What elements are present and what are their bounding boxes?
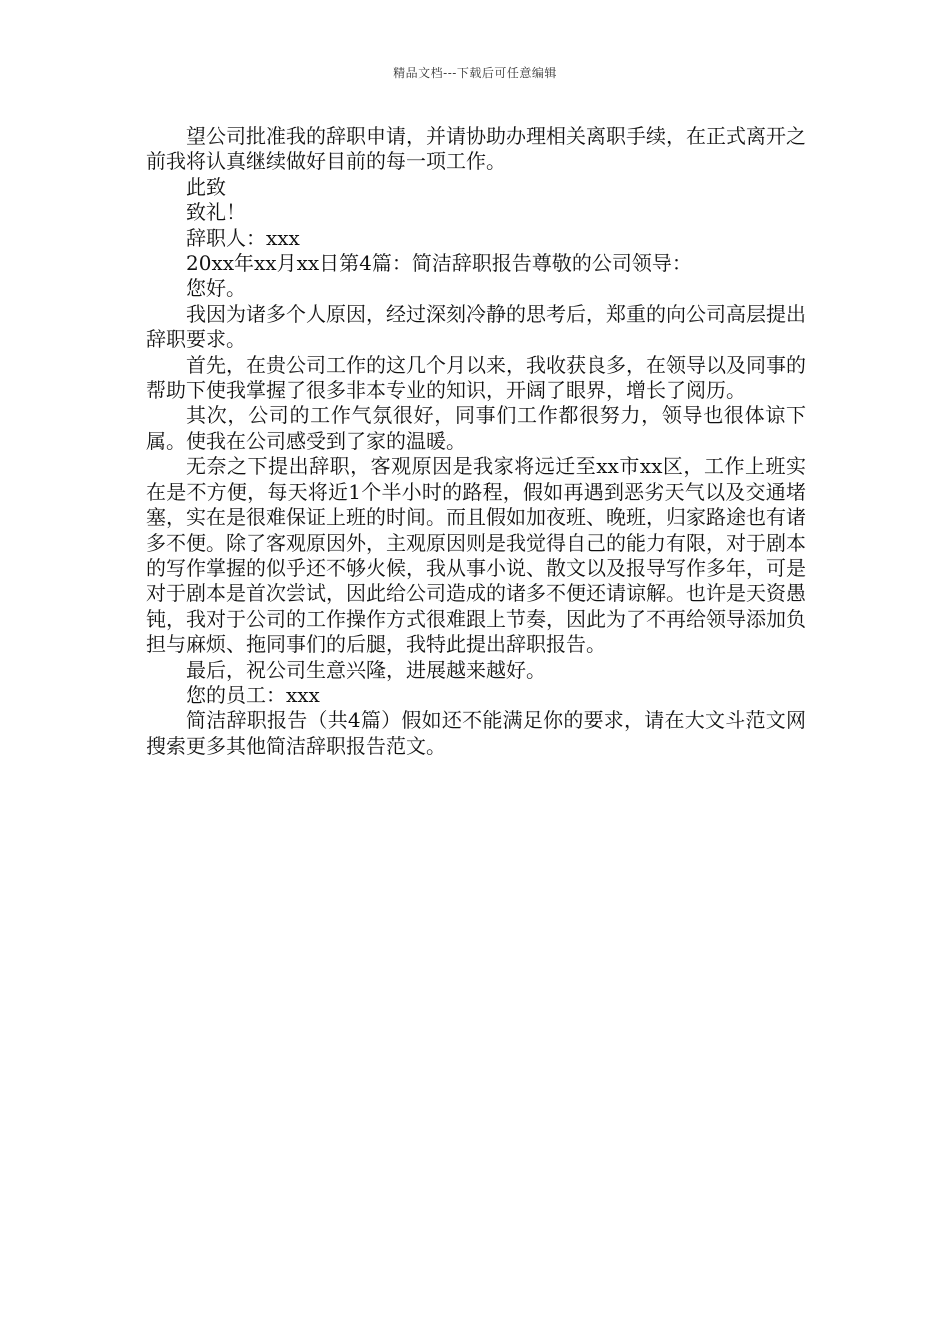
paragraph-signature-resigner: 辞职人：xxx: [186, 225, 300, 250]
paragraph-second: 其次，公司的工作气氛很好，同事们工作都很努力，领导也很体谅下属。使我在公司感受到了家的温暖。: [146, 403, 806, 453]
paragraph-footer-note: 简洁辞职报告（共4篇）假如还不能满足你的要求，请在大文斗范文网搜索更多其他简洁辞职报告范文。: [146, 708, 806, 758]
paragraph-approval-request: 望公司批准我的辞职申请，并请协助办理相关离职手续，在正式离开之前我将认真继续做好目前的每一项工作。: [146, 124, 806, 174]
paragraph-reason-intro: 我因为诸多个人原因，经过深刻冷静的思考后，郑重的向公司高层提出辞职要求。: [146, 301, 806, 352]
paragraph-closing-zhi-li: 致礼！: [186, 200, 246, 225]
paragraph-first: 首先，在贵公司工作的这几个月以来，我收获良多，在领导以及同事的帮助下使我掌握了很多非本专业的知识，开阔了眼界，增长了阅历。: [146, 352, 806, 403]
paragraph-date-and-heading: 20xx年xx月xx日第4篇：简洁辞职报告尊敬的公司领导：: [186, 251, 692, 276]
paragraph-closing-ci-zhi: 此致: [186, 174, 226, 199]
page-header: 精品文档---下载后可任意编辑: [393, 66, 557, 80]
paragraph-finally: 最后，祝公司生意兴隆，进展越来越好。: [186, 657, 546, 682]
paragraph-reasons: 无奈之下提出辞职，客观原因是我家将远迁至xx市xx区，工作上班实在是不方便，每天将近1个半小时的路程，假如再遇到恶劣天气以及交通堵塞，实在是很难保证上班的时间。而且假如加夜班、晚班，归家路途也有诸多不便。除了客观原因外，主观原因则是我觉得自己的能力有限，对于剧本的写作掌握的似乎还不够火候，我从事小说、散文以及报导写作多年，可是对于剧本是首次尝试，因此给公司造成的诸多不便还请谅解。也许是天资愚钝，我对于公司的工作操作方式很难跟上节奏，因此为了不再给领导添加负担与麻烦、拖同事们的后腿，我特此提出辞职报告。: [146, 454, 806, 657]
document-body: [146, 124, 806, 759]
paragraph-greeting: 您好。: [186, 276, 246, 301]
paragraph-signature-employee: 您的员工：xxx: [186, 682, 320, 707]
